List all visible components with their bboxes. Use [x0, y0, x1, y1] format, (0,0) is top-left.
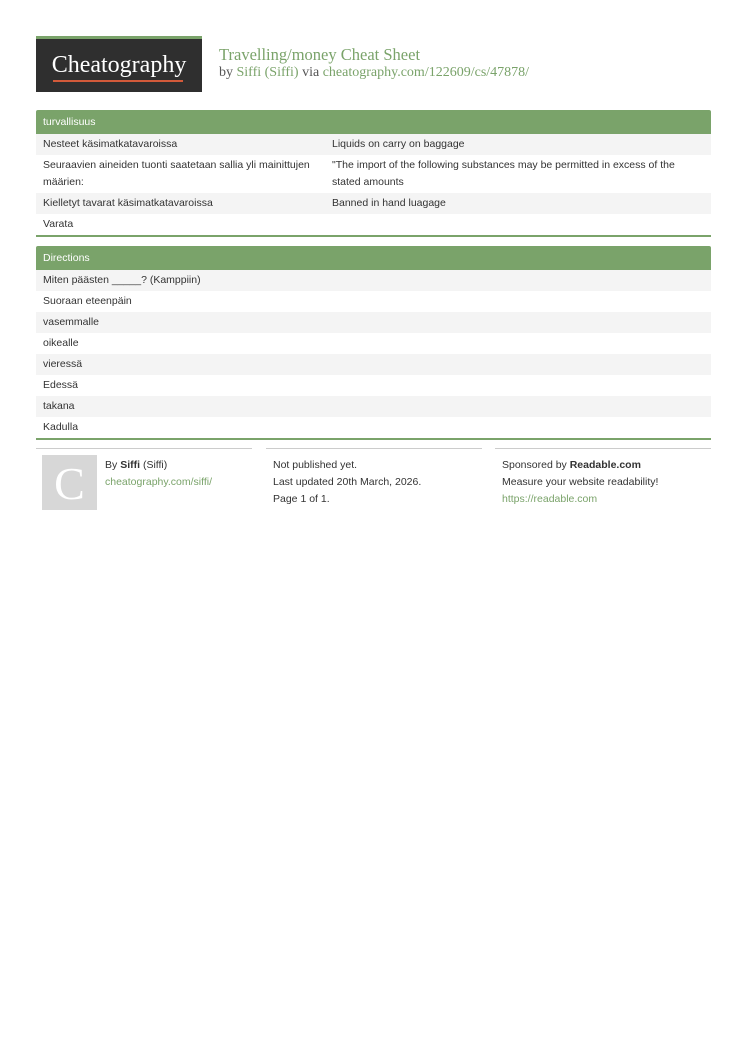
section-divider — [36, 235, 711, 237]
table-row — [36, 134, 711, 155]
finnish-cell: takana — [43, 400, 75, 412]
byline — [219, 65, 529, 81]
finnish-cell: Nesteet käsimatkatavaroissa — [43, 138, 178, 150]
english-cell: Liquids on carry on baggage — [332, 138, 465, 150]
table-row — [36, 396, 711, 417]
table-row — [36, 354, 711, 375]
section-divider — [36, 438, 711, 440]
author-avatar[interactable] — [42, 455, 97, 510]
table-row — [36, 312, 711, 333]
sponsor-link[interactable]: https://readable.com — [502, 493, 598, 505]
page-number: Page 1 of 1. — [273, 493, 330, 505]
author-line — [105, 457, 252, 474]
table-row — [36, 333, 711, 354]
sheet-url-link[interactable]: cheatography.com/122609/cs/47878/ — [322, 65, 530, 80]
finnish-cell: Kadulla — [43, 421, 79, 433]
table-row — [36, 214, 711, 235]
table-row — [36, 375, 711, 396]
logo-underline — [53, 80, 183, 82]
footer-by: By — [105, 459, 118, 471]
finnish-cell: Varata — [43, 218, 74, 230]
table-row — [36, 417, 711, 438]
last-updated: Last updated 20th March, 2026. — [273, 476, 422, 488]
finnish-cell: Suoraan eteenpäin — [43, 295, 132, 307]
avatar-letter: C — [54, 458, 85, 509]
publish-info — [266, 449, 482, 508]
table-row — [36, 155, 711, 193]
author-link[interactable]: Siffi (Siffi) — [236, 65, 299, 80]
byline-by: by — [219, 65, 233, 80]
finnish-cell: Seuraavien aineiden tuonti saatetaan sallia yli mainittujen määrien: — [43, 159, 310, 188]
finnish-cell: oikealle — [43, 337, 79, 349]
finnish-cell: vasemmalle — [43, 316, 100, 328]
cheatography-logo[interactable] — [36, 36, 202, 92]
finnish-cell: Miten päästen _____? (Kamppiin) — [43, 274, 201, 286]
sponsor-prefix: Sponsored by — [502, 459, 567, 471]
author-handle: (Siffi) — [142, 459, 168, 471]
english-cell — [332, 214, 711, 235]
section-title: turvallisuus — [36, 110, 711, 134]
footer-sponsor-block — [495, 448, 711, 508]
sponsor-name: Readable.com — [569, 459, 641, 471]
sponsor-info — [495, 449, 711, 508]
table-row — [36, 270, 711, 291]
finnish-cell: vieressä — [43, 358, 83, 370]
section-turvallisuus — [36, 110, 711, 237]
author-name: Siffi — [120, 459, 141, 471]
sponsor-line — [502, 457, 711, 474]
finnish-cell: Edessä — [43, 379, 79, 391]
table-row — [36, 193, 711, 214]
byline-via: via — [302, 65, 320, 80]
author-profile-link[interactable]: cheatography.com/siffi/ — [105, 476, 212, 488]
finnish-cell: Kielletyt tavarat käsimatkatavaroissa — [43, 197, 213, 209]
logo-text: Cheatography — [51, 52, 187, 78]
table-row — [36, 291, 711, 312]
english-cell: Banned in hand luagage — [332, 197, 446, 209]
page-title: Travelling/money Cheat Sheet — [219, 45, 421, 64]
sponsor-tagline: Measure your website readability! — [502, 476, 659, 488]
footer-publish-block — [266, 448, 482, 508]
section-directions — [36, 246, 711, 440]
english-cell: "The import of the following substances may be permitted in excess of the stated amounts — [332, 159, 675, 188]
section-title: Directions — [36, 246, 711, 270]
publish-status: Not published yet. — [273, 459, 358, 471]
